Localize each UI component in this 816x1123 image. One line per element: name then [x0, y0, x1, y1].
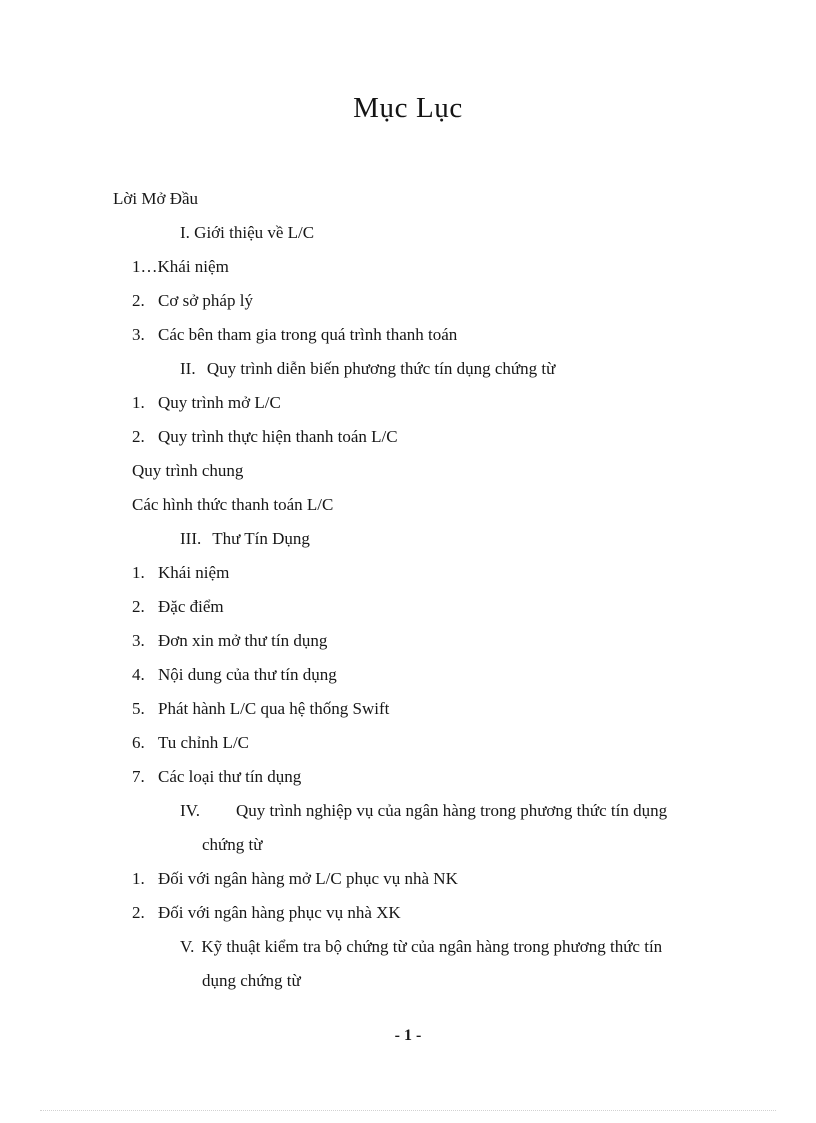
dot-leader — [317, 220, 746, 237]
toc-entry-label: Đơn xin mở thư tín dụng — [158, 631, 328, 650]
toc-leader-row — [113, 182, 679, 216]
toc-entry-label: Quy trình diễn biến phương thức tín dụng chứng từ — [206, 359, 556, 378]
toc-entry-label: Phát hành L/C qua hệ thống Swift — [158, 699, 390, 718]
toc-entry-label: Đối với ngân hàng mở L/C phục vụ nhà NK — [158, 869, 458, 888]
toc-entry-marker: 6. — [132, 733, 145, 752]
toc-entry-label-continued: chứng từ — [202, 835, 263, 854]
toc-entry-label: Quy trình chung — [132, 461, 244, 480]
toc-plain-row — [113, 488, 333, 522]
toc-entry-label: Quy trình nghiệp vụ của ngân hàng trong phương thức tín dụng — [236, 801, 668, 820]
toc-entry-marker: 4. — [132, 665, 145, 684]
toc-entry[interactable] — [113, 284, 743, 318]
toc-entry-label: Thư Tín Dụng — [212, 529, 310, 548]
toc-roman-row — [113, 522, 310, 556]
toc-numbered-row — [113, 556, 229, 590]
toc-numbered-row — [113, 386, 281, 420]
toc-entry-label: Các hình thức thanh toán L/C — [132, 495, 334, 514]
toc-entry[interactable] — [113, 590, 743, 624]
toc-entry[interactable] — [113, 896, 743, 930]
toc-entry-label: Đặc điểm — [158, 597, 224, 616]
toc-entry-marker: 1. — [132, 869, 145, 888]
toc-section-heading[interactable] — [113, 930, 740, 998]
toc-entry-marker: 2. — [132, 597, 145, 616]
toc-entry[interactable] — [113, 250, 743, 284]
toc-entry-marker: 1… — [132, 257, 158, 276]
toc-entry-label: I. Giới thiệu về L/C — [180, 223, 315, 242]
toc-entry-label: Tu chỉnh L/C — [158, 733, 250, 752]
toc-entry-label-continued: dụng chứng từ — [202, 971, 301, 990]
toc-section-heading[interactable] — [113, 794, 740, 862]
toc-numbered-row — [113, 318, 457, 352]
toc-entry[interactable] — [113, 318, 743, 352]
dot-leader — [201, 186, 679, 203]
toc-entry-label: Đối với ngân hàng phục vụ nhà XK — [158, 903, 401, 922]
toc-numbered-row — [113, 624, 327, 658]
toc-entry-label: Nội dung của thư tín dụng — [158, 665, 337, 684]
toc-entry-marker: 2. — [132, 291, 145, 310]
toc-entry-label: Quy trình thực hiện thanh toán L/C — [158, 427, 398, 446]
toc-numbered-row — [113, 692, 389, 726]
toc-numbered-row — [113, 760, 301, 794]
toc-entry-label: Các loại thư tín dụng — [158, 767, 302, 786]
table-of-contents — [113, 182, 743, 998]
toc-numbered-row — [113, 726, 249, 760]
toc-entry[interactable] — [113, 692, 743, 726]
toc-entry[interactable] — [113, 760, 743, 794]
toc-entry-marker: III. — [180, 529, 202, 548]
toc-numbered-row — [113, 896, 401, 930]
toc-entry-marker: V. — [180, 937, 195, 956]
toc-entry[interactable] — [113, 216, 743, 250]
page-number: - 1 - — [394, 1027, 422, 1044]
toc-entry-marker: 3. — [132, 325, 145, 344]
toc-entry[interactable] — [113, 420, 743, 454]
toc-numbered-row — [113, 284, 253, 318]
toc-roman-row — [113, 352, 555, 386]
toc-entry-label: Khái niệm — [157, 257, 229, 276]
toc-entry-label: Quy trình mở L/C — [158, 393, 281, 412]
toc-entry-marker: 2. — [132, 903, 145, 922]
toc-entry-marker: II. — [180, 359, 196, 378]
toc-entry-marker: 7. — [132, 767, 145, 786]
toc-entry[interactable] — [113, 624, 743, 658]
toc-numbered-row — [113, 590, 224, 624]
toc-entry-marker: 3. — [132, 631, 145, 650]
toc-entry-marker: 5. — [132, 699, 145, 718]
toc-entry-label: Lời Mở Đầu — [113, 189, 199, 208]
toc-entry[interactable] — [113, 556, 743, 590]
toc-entry[interactable] — [113, 658, 743, 692]
toc-entry-label: Các bên tham gia trong quá trình thanh toán — [158, 325, 458, 344]
toc-entry[interactable] — [113, 488, 743, 522]
toc-entry[interactable] — [113, 454, 743, 488]
toc-numbered-row — [113, 420, 398, 454]
toc-numbered-row — [113, 862, 458, 896]
toc-numbered-row — [113, 658, 337, 692]
toc-entry-marker: 1. — [132, 393, 145, 412]
toc-entry[interactable] — [113, 386, 743, 420]
toc-entry[interactable] — [113, 182, 743, 216]
toc-entry-label: Khái niệm — [158, 563, 230, 582]
toc-entry-marker: 1. — [132, 563, 145, 582]
toc-entry[interactable] — [113, 726, 743, 760]
toc-section-heading[interactable] — [113, 522, 743, 556]
toc-entry-marker: 2. — [132, 427, 145, 446]
toc-entry-marker: IV. — [180, 801, 200, 820]
toc-entry[interactable] — [113, 862, 743, 896]
toc-numbered-row — [113, 250, 229, 284]
toc-entry-label: Cơ sở pháp lý — [158, 291, 253, 310]
toc-plain-row — [113, 454, 243, 488]
toc-entry-label: Kỹ thuật kiểm tra bộ chứng từ của ngân hàng trong phương thức tín — [201, 937, 663, 956]
bottom-divider — [40, 1110, 776, 1112]
toc-leader-row — [113, 216, 746, 250]
page-title: Mục Lục — [353, 92, 463, 124]
toc-section-heading[interactable] — [113, 352, 743, 386]
